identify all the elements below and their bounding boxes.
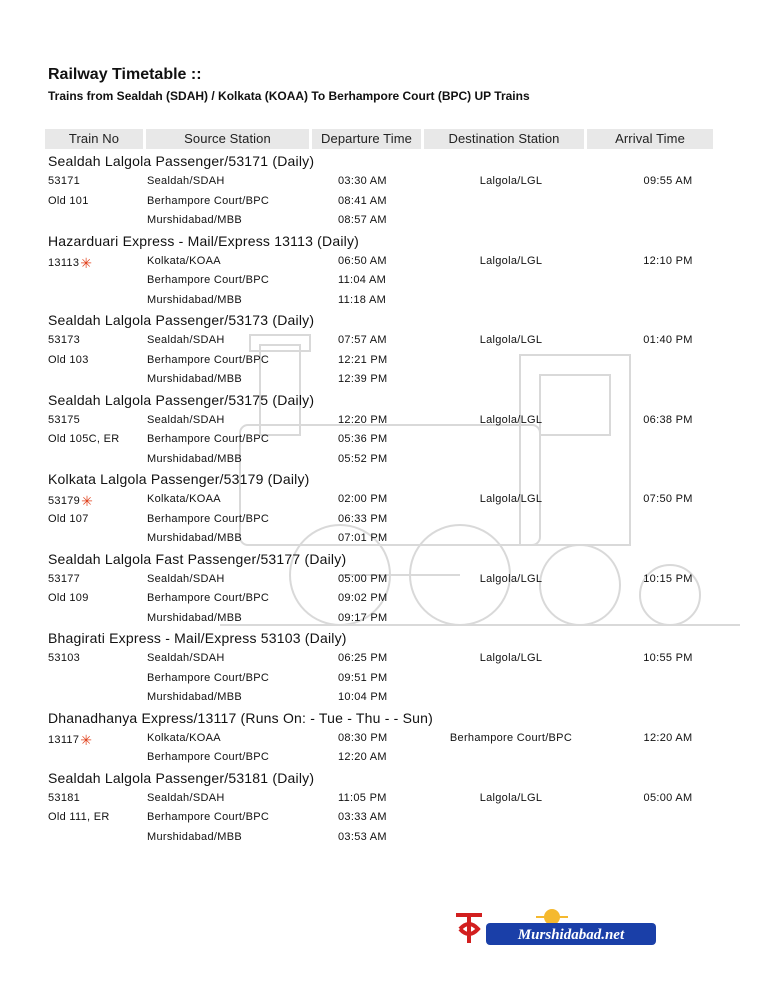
station-name	[147, 172, 225, 192]
table-row	[48, 828, 718, 848]
departure-time	[338, 450, 387, 470]
departure-time-text: 12:21 PM	[338, 353, 388, 366]
column-header-destination-station: Destination Station	[424, 129, 584, 149]
arrival-time-text: 05:00 AM	[643, 791, 693, 804]
train-number-text: 53175	[48, 413, 81, 426]
departure-time-text: 07:57 AM	[338, 334, 387, 346]
station-name-text: Berhampore Court/BPC	[147, 592, 270, 604]
train-number-text: 53173	[48, 334, 81, 346]
station-name	[147, 570, 225, 590]
station-name-text: Berhampore Court/BPC	[147, 353, 270, 366]
station-name	[147, 669, 269, 689]
table-row	[48, 351, 718, 371]
station-name-text: Berhampore Court/BPC	[147, 274, 270, 286]
train-number-text: 53171	[48, 175, 81, 187]
station-name	[147, 211, 242, 231]
station-name	[147, 351, 269, 371]
train-number	[48, 808, 110, 828]
departure-time-text: 09:51 PM	[338, 671, 388, 684]
station-name	[147, 748, 269, 768]
departure-time	[338, 291, 386, 311]
destination-station	[414, 172, 608, 192]
departure-time	[338, 669, 387, 689]
station-name-text: Sealdah/SDAH	[147, 334, 225, 346]
destination-station-text: Lalgola/LGL	[479, 334, 543, 346]
departure-time	[338, 211, 387, 231]
destination-station	[414, 411, 608, 431]
table-row	[48, 529, 718, 549]
departure-time	[338, 789, 387, 809]
murshidabad-logo	[452, 905, 662, 951]
arrival-time	[608, 729, 728, 749]
departure-time	[338, 430, 387, 450]
station-name	[147, 609, 242, 629]
arrival-time	[608, 331, 728, 351]
train-number	[48, 570, 80, 590]
departure-time-text: 11:18 AM	[338, 293, 387, 306]
station-name	[147, 291, 242, 311]
departure-time	[338, 370, 387, 390]
train-section-title: Dhanadhanya Express/13117 (Runs On: - Tue - Thu - - Sun)	[48, 709, 433, 726]
station-name	[147, 729, 221, 749]
train-number-text: 53181	[48, 791, 81, 804]
station-name-text: Berhampore Court/BPC	[147, 811, 270, 823]
train-number-text: Old 111, ER	[48, 811, 110, 823]
station-name-text: Murshidabad/MBB	[147, 214, 242, 226]
arrival-time	[608, 172, 728, 192]
station-name-text: Kolkata/KOAA	[147, 493, 221, 505]
departure-time-text: 05:52 PM	[338, 452, 388, 465]
destination-station	[414, 789, 608, 809]
departure-time	[338, 192, 387, 212]
table-row	[48, 271, 718, 291]
station-name-text: Murshidabad/MBB	[147, 532, 242, 544]
departure-time-text: 12:20 AM	[338, 751, 387, 763]
station-name	[147, 649, 225, 669]
table-header	[45, 129, 713, 149]
train-number	[48, 789, 80, 809]
train-number	[48, 490, 93, 512]
arrival-time-text: 09:55 AM	[643, 175, 693, 187]
arrival-time-text: 10:55 PM	[643, 652, 693, 664]
train-number	[48, 430, 119, 450]
departure-time-text: 09:02 PM	[338, 592, 388, 604]
departure-time	[338, 172, 387, 192]
asterisk-icon: ✳	[81, 493, 94, 509]
destination-station	[414, 729, 608, 749]
destination-station-text: Lalgola/LGL	[479, 572, 543, 585]
table-row	[48, 589, 718, 609]
departure-time-text: 03:33 AM	[338, 811, 387, 823]
table-row	[48, 669, 718, 689]
train-section	[48, 549, 718, 629]
station-name	[147, 789, 225, 809]
table-row	[48, 688, 718, 708]
table-row	[48, 172, 718, 192]
table-row	[48, 211, 718, 231]
destination-station	[414, 649, 608, 669]
table-row	[48, 192, 718, 212]
departure-time	[338, 649, 387, 669]
train-section	[48, 628, 718, 708]
train-section	[48, 310, 718, 390]
table-row	[48, 411, 718, 431]
timetable	[48, 151, 718, 847]
departure-time-text: 05:00 PM	[338, 572, 388, 585]
destination-station-text: Lalgola/LGL	[479, 652, 543, 664]
train-number	[48, 172, 80, 192]
departure-time-text: 11:05 PM	[338, 791, 387, 804]
departure-time-text: 03:30 AM	[338, 175, 387, 187]
station-name-text: Sealdah/SDAH	[147, 791, 225, 804]
arrival-time	[608, 252, 728, 272]
train-number	[48, 510, 89, 530]
table-row	[48, 291, 718, 311]
departure-time	[338, 252, 387, 272]
arrival-time	[608, 490, 728, 510]
destination-station	[414, 570, 608, 590]
column-header-arrival-time: Arrival Time	[587, 129, 713, 149]
arrival-time	[608, 570, 728, 590]
table-row	[48, 609, 718, 629]
departure-time	[338, 570, 387, 590]
departure-time-text: 06:50 AM	[338, 254, 387, 267]
train-number-text: 13117	[48, 733, 80, 746]
table-row	[48, 490, 718, 510]
departure-time	[338, 411, 387, 431]
destination-station	[414, 490, 608, 510]
station-name-text: Sealdah/SDAH	[147, 175, 225, 187]
station-name	[147, 688, 242, 708]
train-section-title: Sealdah Lalgola Passenger/53181 (Daily)	[48, 769, 315, 786]
arrival-time-text: 12:20 AM	[643, 731, 693, 744]
station-name-text: Berhampore Court/BPC	[147, 194, 270, 207]
station-name-text: Berhampore Court/BPC	[147, 751, 270, 763]
departure-time	[338, 688, 387, 708]
arrival-time-text: 12:10 PM	[643, 254, 693, 267]
arrival-time-text: 01:40 PM	[643, 334, 693, 346]
arrival-time	[608, 411, 728, 431]
train-section-title: Bhagirati Express - Mail/Express 53103 (Daily)	[48, 630, 347, 646]
train-number	[48, 351, 89, 371]
departure-time	[338, 490, 387, 510]
station-name	[147, 411, 225, 431]
table-row	[48, 252, 718, 272]
table-row	[48, 649, 718, 669]
station-name-text: Sealdah/SDAH	[147, 652, 225, 664]
table-row	[48, 510, 718, 530]
departure-time	[338, 589, 387, 609]
train-number-text: 13113	[48, 256, 80, 269]
train-number-text: Old 101	[48, 194, 89, 207]
train-number-text: Old 105C, ER	[48, 433, 120, 445]
station-name-text: Murshidabad/MBB	[147, 293, 242, 306]
train-section	[48, 768, 718, 848]
departure-time-text: 08:41 AM	[338, 194, 387, 207]
departure-time-text: 07:01 PM	[338, 532, 388, 544]
departure-time	[338, 331, 387, 351]
departure-time-text: 08:57 AM	[338, 214, 387, 226]
station-name	[147, 589, 269, 609]
station-name	[147, 808, 269, 828]
destination-station-text: Lalgola/LGL	[479, 175, 543, 187]
table-row	[48, 729, 718, 749]
train-number	[48, 649, 80, 669]
departure-time	[338, 729, 387, 749]
train-number	[48, 411, 80, 431]
table-row	[48, 430, 718, 450]
station-name-text: Sealdah/SDAH	[147, 572, 225, 585]
departure-time-text: 09:17 PM	[338, 611, 388, 624]
arrival-time-text: 07:50 PM	[643, 493, 693, 505]
train-number	[48, 589, 89, 609]
station-name	[147, 828, 242, 848]
departure-time-text: 08:30 PM	[338, 731, 388, 744]
column-header-train-no: Train No	[45, 129, 143, 149]
departure-time-text: 12:39 PM	[338, 373, 388, 385]
departure-time	[338, 510, 387, 530]
destination-station	[414, 252, 608, 272]
station-name-text: Kolkata/KOAA	[147, 731, 221, 744]
station-name	[147, 450, 242, 470]
table-row	[48, 370, 718, 390]
train-number-text: Old 107	[48, 512, 89, 525]
station-name-text: Kolkata/KOAA	[147, 254, 221, 267]
page-subtitle: Trains from Sealdah (SDAH) / Kolkata (KOAA) To Berhampore Court (BPC) UP Trains	[48, 89, 530, 103]
train-section	[48, 231, 718, 311]
station-name	[147, 490, 221, 510]
station-name-text: Berhampore Court/BPC	[147, 433, 270, 445]
train-section-title: Sealdah Lalgola Passenger/53173 (Daily)	[48, 312, 315, 328]
asterisk-icon: ✳	[80, 731, 93, 748]
station-name	[147, 370, 242, 390]
train-section	[48, 469, 718, 549]
logo-text: Murshidabad.net	[517, 927, 625, 943]
train-number-text: 53103	[48, 652, 81, 664]
train-number-text: 53179	[48, 495, 81, 507]
train-number	[48, 729, 92, 751]
departure-time-text: 12:20 PM	[338, 413, 388, 426]
destination-station-text: Lalgola/LGL	[479, 254, 543, 267]
column-header-departure-time: Departure Time	[312, 129, 421, 149]
train-number	[48, 252, 92, 274]
train-number-text: 53177	[48, 572, 81, 585]
table-row	[48, 748, 718, 768]
table-row	[48, 331, 718, 351]
arrival-time	[608, 789, 728, 809]
station-name-text: Berhampore Court/BPC	[147, 512, 270, 525]
departure-time-text: 06:33 PM	[338, 512, 388, 525]
departure-time-text: 05:36 PM	[338, 433, 388, 445]
train-section	[48, 390, 718, 470]
train-section-title: Kolkata Lalgola Passenger/53179 (Daily)	[48, 471, 310, 487]
arrival-time-text: 10:15 PM	[643, 572, 693, 585]
destination-station-text: Berhampore Court/BPC	[449, 731, 573, 744]
station-name-text: Sealdah/SDAH	[147, 413, 225, 426]
train-section-title: Sealdah Lalgola Fast Passenger/53177 (Daily)	[48, 550, 347, 567]
table-row	[48, 570, 718, 590]
table-row	[48, 450, 718, 470]
station-name-text: Murshidabad/MBB	[147, 830, 242, 843]
station-name	[147, 331, 225, 351]
asterisk-icon: ✳	[80, 254, 93, 271]
departure-time	[338, 609, 387, 629]
station-name-text: Murshidabad/MBB	[147, 373, 242, 385]
table-row	[48, 789, 718, 809]
station-name-text: Murshidabad/MBB	[147, 611, 242, 624]
station-name	[147, 192, 269, 212]
destination-station-text: Lalgola/LGL	[479, 791, 543, 804]
station-name	[147, 271, 269, 291]
train-number	[48, 331, 80, 351]
train-number-text: Old 103	[48, 353, 89, 366]
station-name	[147, 252, 221, 272]
train-section-title: Sealdah Lalgola Passenger/53175 (Daily)	[48, 391, 315, 408]
departure-time	[338, 529, 387, 549]
train-section	[48, 151, 718, 231]
departure-time	[338, 271, 386, 291]
station-name-text: Murshidabad/MBB	[147, 691, 242, 703]
departure-time-text: 03:53 AM	[338, 830, 387, 843]
station-name-text: Murshidabad/MBB	[147, 452, 242, 465]
train-section-title: Sealdah Lalgola Passenger/53171 (Daily)	[48, 153, 315, 169]
arrival-time-text: 06:38 PM	[643, 413, 693, 426]
destination-station-text: Lalgola/LGL	[479, 493, 543, 505]
destination-station	[414, 331, 608, 351]
destination-station-text: Lalgola/LGL	[479, 413, 543, 426]
departure-time-text: 10:04 PM	[338, 691, 388, 703]
station-name	[147, 529, 242, 549]
station-name-text: Berhampore Court/BPC	[147, 671, 270, 684]
departure-time	[338, 351, 387, 371]
departure-time-text: 02:00 PM	[338, 493, 388, 505]
column-header-source-station: Source Station	[146, 129, 309, 149]
station-name	[147, 510, 269, 530]
departure-time-text: 11:04 AM	[338, 274, 387, 286]
train-number	[48, 192, 89, 212]
train-section	[48, 708, 718, 768]
station-name	[147, 430, 269, 450]
page-title: Railway Timetable ::	[48, 66, 202, 83]
departure-time	[338, 808, 387, 828]
departure-time	[338, 748, 387, 768]
departure-time-text: 06:25 PM	[338, 652, 388, 664]
train-section-title: Hazarduari Express - Mail/Express 13113 (Daily)	[48, 232, 360, 249]
arrival-time	[608, 649, 728, 669]
table-row	[48, 808, 718, 828]
train-number-text: Old 109	[48, 592, 89, 604]
departure-time	[338, 828, 387, 848]
